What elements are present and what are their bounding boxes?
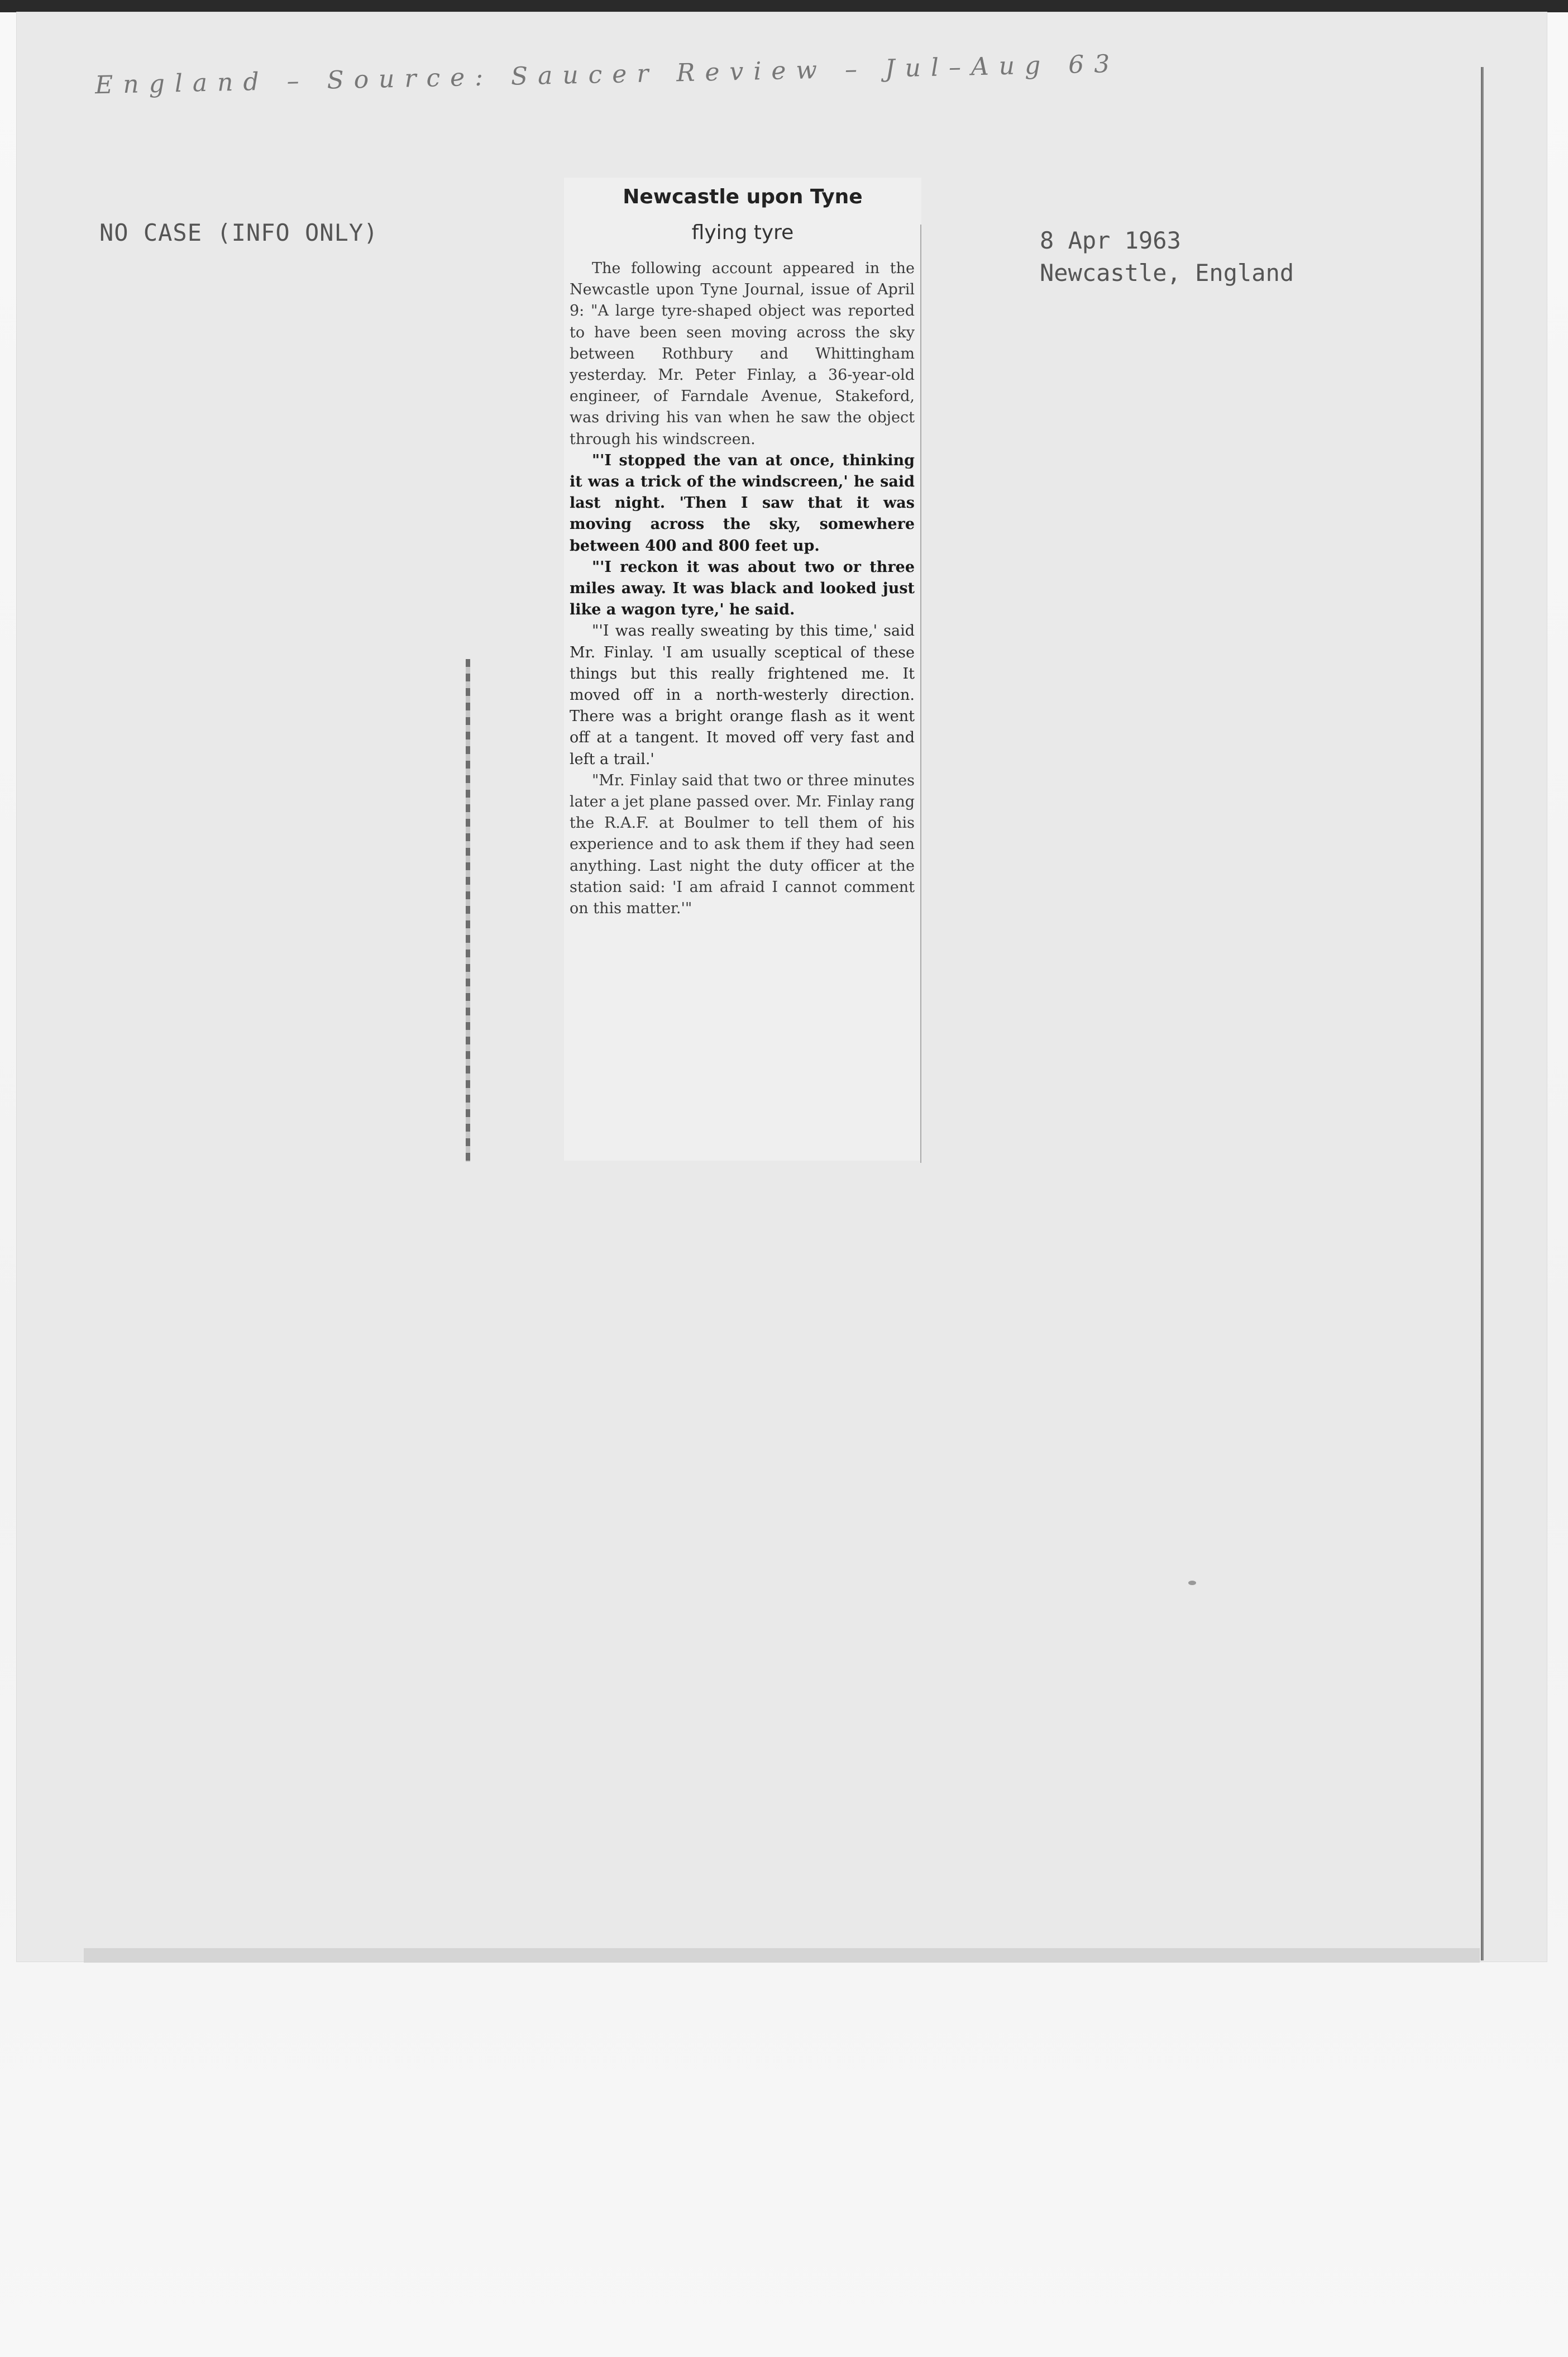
article-paragraph: "'I reckon it was about two or three miles away. It was black and looked just like a wagon tyre,' he said. (570, 558, 915, 619)
handwritten-source-note: England – Source: Saucer Review – Jul–Aug 63 (94, 49, 1120, 100)
article-paragraph: "Mr. Finlay said that two or three minutes later a jet plane passed over. Mr. Finlay rang the R.A.F. at Boulmer to tell them of his experience and to ask them if they had seen anything. Last night the duty officer at the station said: 'I am afraid I cannot comment on this matter.'" (570, 771, 915, 918)
clipping-subhead: flying tyre (691, 221, 794, 244)
report-date: 8 Apr 1963 (1040, 227, 1181, 254)
article-paragraph: "'I stopped the van at once, thinking it was a trick of the windscreen,' he said last night. 'Then I saw that it was moving across the sky, somewhere between 400 and 800 feet up. (570, 451, 915, 555)
clipping-article-body (570, 258, 915, 919)
article-paragraph: "'I was really sweating by this time,' said Mr. Finlay. 'I am usually sceptical of these things but this really frightened me. It moved off in a north-westerly direction. There was a bright orange flash as it went off at a tangent. It moved off very fast and left a trail.' (570, 622, 915, 768)
date-location-block (1040, 225, 1294, 289)
clipping-column-rule (920, 225, 921, 1163)
scan-border-top (0, 0, 1568, 12)
scan-speck (1188, 1581, 1196, 1585)
clipping-paste-edge (466, 659, 470, 1162)
sheet-edge-shadow (1481, 67, 1484, 1960)
case-status-label: NO CASE (INFO ONLY) (99, 219, 379, 246)
clipping-headline: Newcastle upon Tyne (623, 185, 863, 208)
report-location: Newcastle, England (1040, 259, 1294, 287)
article-paragraph: The following account appeared in the Newcastle upon Tyne Journal, issue of April 9: "A large tyre-shaped object was reported to have been seen moving across the sky between Rothbury and Whittingham yesterday. Mr. Peter Finlay, a 36-year-old engineer, of Farndale Avenue, Stakeford, was driving his van when he saw the object through his windscreen. (570, 260, 915, 448)
sheet-bottom-edge (84, 1948, 1480, 1963)
